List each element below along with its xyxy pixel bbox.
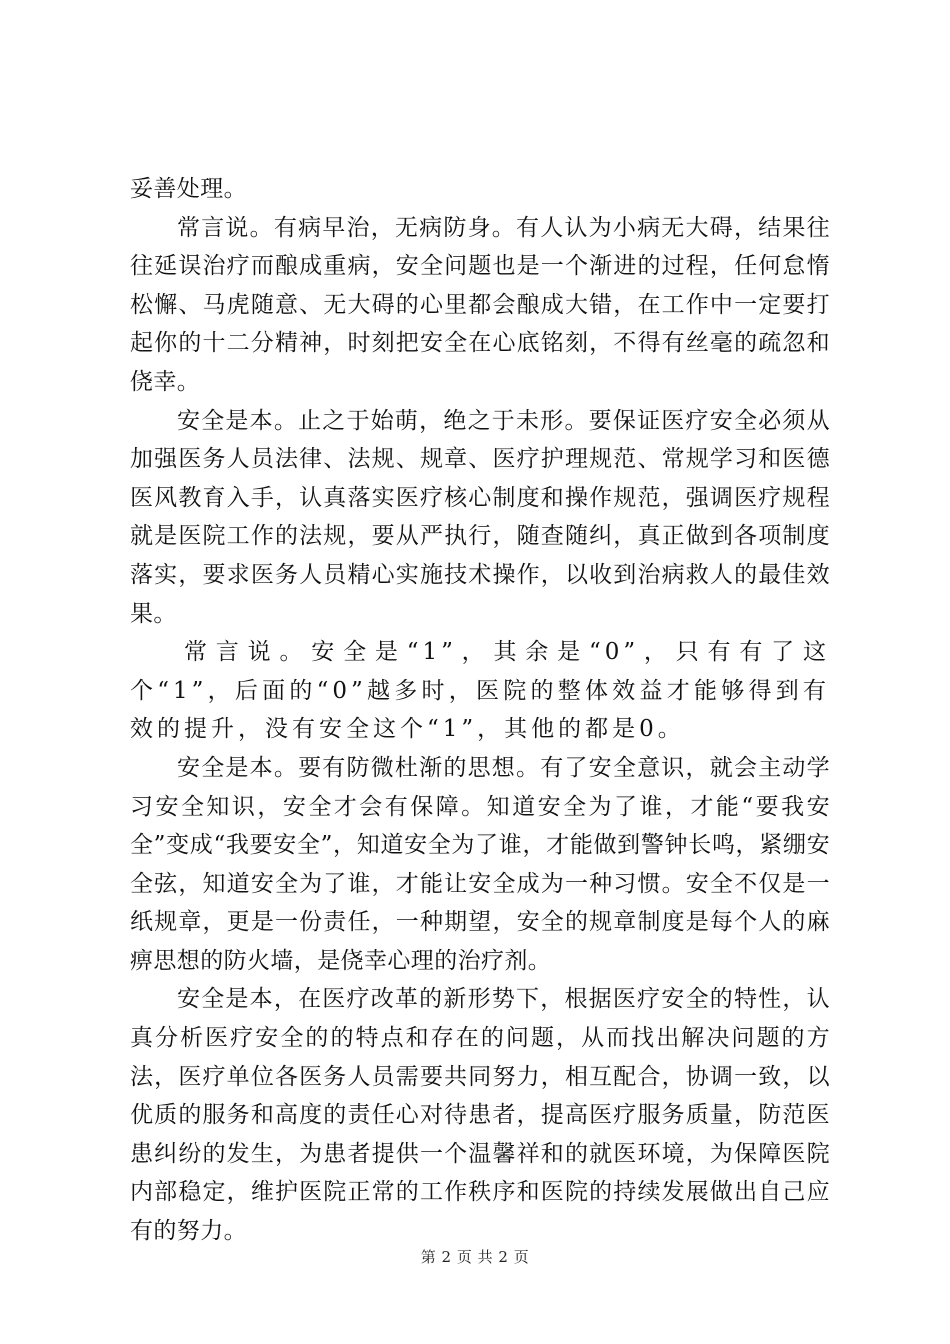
paragraph-continuation: 妥善处理。	[130, 176, 247, 202]
paragraph-safety-awareness: 安全是本。要有防微杜渐的思想。有了安全意识，就会主动学习安全知识，安全才会有保障。知道安全为了谁，才能“要我安全”变成“我要安全”，知道安全为了谁，才能做到警钟长鸣，紧绷安全弦，知道安全为了谁，才能让安全成为一种习惯。安全不仅是一纸规章，更是一份责任，一种期望，安全的规章制度是每个人的麻痹思想的防火墙，是侥幸心理的治疗剂。	[130, 754, 830, 974]
paragraph-prevention: 安全是本。止之于始萌，绝之于未形。要保证医疗安全必须从加强医务人员法律、法规、规章、医疗护理规范、常规学习和医德医风教育入手，认真落实医疗核心制度和操作规范，强调医疗规程就是医院工作的法规，要从严执行，随查随纠，真正做到各项制度落实，要求医务人员精心实施技术操作，以收到治病救人的最佳效果。	[130, 407, 830, 627]
page-number-footer: 第 2 页 共 2 页	[420, 1248, 530, 1266]
document-body	[130, 170, 830, 1251]
paragraph-safety-one: 常言说。安全是“1”，其余是“0”，只有有了这个“1”，后面的“0”越多时，医院的整体效益才能够得到有效的提升，没有安全这个“1”，其他的都是0。	[130, 639, 830, 743]
paragraph-medical-reform: 安全是本，在医疗改革的新形势下，根据医疗安全的特性，认真分析医疗安全的的特点和存在的问题，从而找出解决问题的方法，医疗单位各医务人员需要共同努力，相互配合，协调一致，以优质的服务和高度的责任心对待患者，提高医疗服务质量，防范医患纠纷的发生，为患者提供一个温馨祥和的就医环境，为保障医院内部稳定，维护医院正常的工作秩序和医院的持续发展做出自己应有的努力。	[130, 986, 830, 1245]
paragraph-early-treatment: 常言说。有病早治，无病防身。有人认为小病无大碍，结果往往延误治疗而酿成重病，安全问题也是一个渐进的过程，任何怠惰松懈、马虎随意、无大碍的心里都会酿成大错，在工作中一定要打起你的十二分精神，时刻把安全在心底铭刻，不得有丝毫的疏忽和侥幸。	[130, 214, 830, 395]
